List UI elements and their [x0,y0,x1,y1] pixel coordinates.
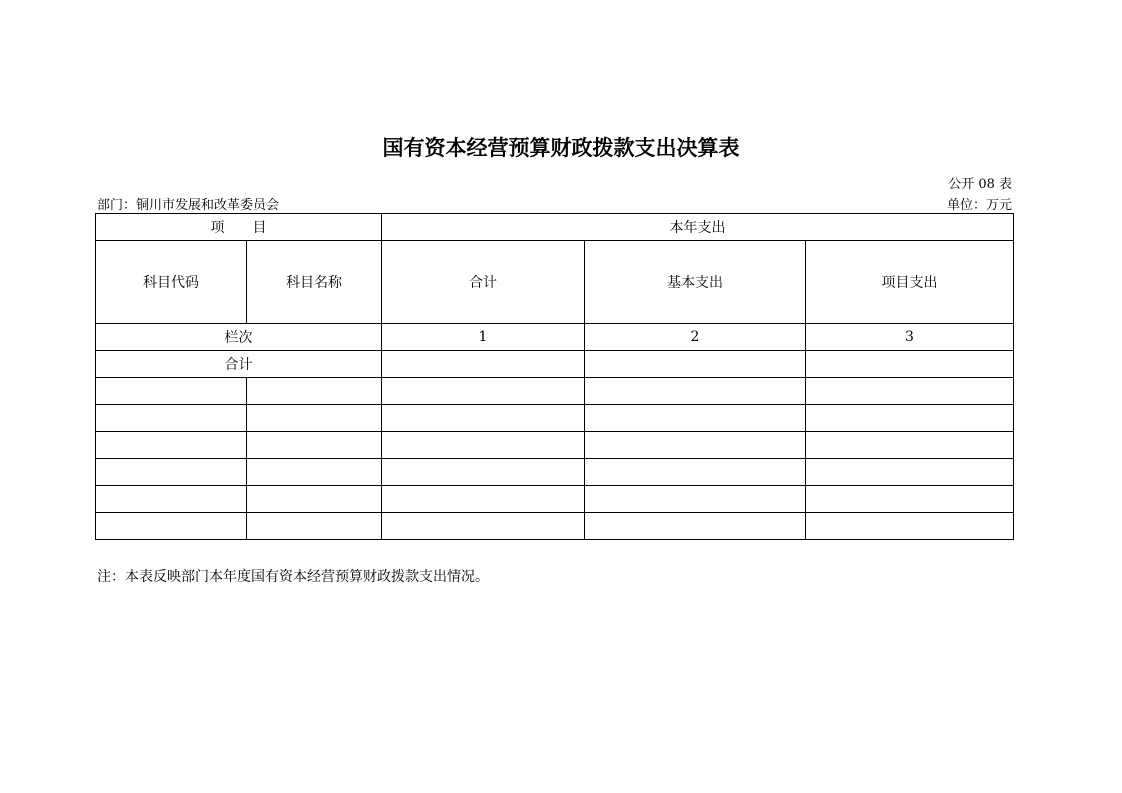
cell-basic [585,378,806,405]
cell-code [96,432,247,459]
cell-total [382,486,585,513]
page-title: 国有资本经营预算财政拨款支出决算表 [382,135,740,160]
table-subheader-row [96,241,1014,324]
column-index-2: 2 [585,324,806,351]
table-row [96,513,1014,540]
footnote: 注：本表反映部门本年度国有资本经营预算财政拨款支出情况。 [97,569,489,585]
cell-total [382,513,585,540]
cell-name [247,378,382,405]
cell-total [382,405,585,432]
cell-project [806,486,1014,513]
cell-code [96,405,247,432]
cell-project [806,378,1014,405]
col-project: 项目支出 [806,241,1014,324]
table-row [96,405,1014,432]
cell-name [247,459,382,486]
unit-label: 单位：万元 [946,198,1012,213]
header-current-year: 本年支出 [382,214,1014,241]
column-index-1: 1 [382,324,585,351]
cell-basic [585,486,806,513]
total-row-total [382,351,585,378]
total-row-basic [585,351,806,378]
column-index-3: 3 [806,324,1014,351]
cell-basic [585,513,806,540]
cell-name [247,432,382,459]
col-total: 合计 [382,241,585,324]
cell-basic [585,405,806,432]
cell-total [382,432,585,459]
cell-name [247,405,382,432]
table-row [96,432,1014,459]
table-row [96,378,1014,405]
cell-project [806,459,1014,486]
department-label: 部门：铜川市发展和改革委员会 [97,198,280,213]
column-index-row [96,324,1014,351]
total-row-label: 合计 [96,351,382,378]
cell-name [247,513,382,540]
cell-project [806,432,1014,459]
cell-name [247,486,382,513]
cell-basic [585,432,806,459]
table-row [96,459,1014,486]
cell-total [382,378,585,405]
col-subject-name: 科目名称 [247,241,382,324]
table-header-row [96,214,1014,241]
total-row [96,351,1014,378]
cell-code [96,459,247,486]
cell-project [806,513,1014,540]
expenditure-table [95,213,1014,540]
cell-total [382,459,585,486]
cell-basic [585,459,806,486]
col-basic: 基本支出 [585,241,806,324]
cell-code [96,486,247,513]
total-row-project [806,351,1014,378]
cell-code [96,378,247,405]
table-row [96,486,1014,513]
col-subject-code: 科目代码 [96,241,247,324]
header-item: 项 目 [96,214,382,241]
form-code: 公开 08 表 [948,177,1012,192]
cell-project [806,405,1014,432]
cell-code [96,513,247,540]
column-index-label: 栏次 [96,324,382,351]
